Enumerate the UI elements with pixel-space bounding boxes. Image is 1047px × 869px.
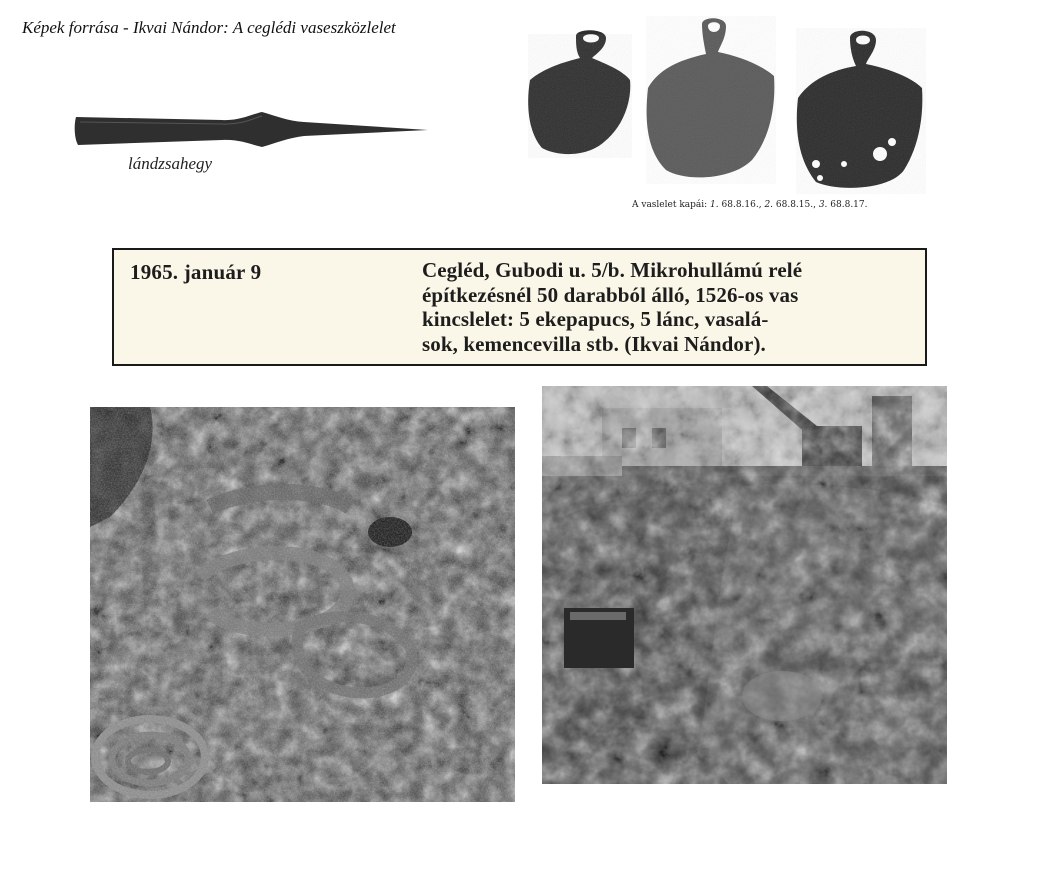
hoes-caption-prefix: A vaslelet kapái: (632, 200, 711, 210)
hoes-caption-ref: 68.8.16., (718, 200, 765, 210)
construction-site-photo (542, 386, 947, 784)
spearhead-label: lándzsahegy (128, 154, 213, 173)
hoes-caption-num: 1. (710, 200, 719, 210)
finds-in-soil-photo (90, 407, 515, 802)
clipping-line: kincslelet: 5 ekepapucs, 5 lánc, vasalá- (422, 307, 769, 331)
clipping-line: Cegléd, Gubodi u. 5/b. Mikrohullámú relé (422, 258, 803, 282)
hoe-1 (528, 30, 632, 158)
spearhead-image (72, 108, 432, 152)
clipping-date: 1965. január 9 (130, 260, 262, 284)
chronicle-clipping (112, 248, 927, 366)
hoes-caption-num: 3. (818, 200, 828, 210)
hoes-caption (632, 200, 868, 210)
hoes-image (520, 14, 930, 198)
clipping-text (422, 258, 922, 356)
clipping-line: sok, kemencevilla stb. (Ikvai Nándor). (422, 331, 766, 356)
hoes-caption-ref: 68.8.15., (773, 200, 819, 210)
hoe-2 (646, 16, 776, 184)
source-caption: Képek forrása - Ikvai Nándor: A ceglédi vaseszközlelet (22, 18, 396, 37)
hoes-caption-ref: 68.8.17. (827, 200, 868, 210)
hoe-3 (796, 28, 926, 194)
hoes-caption-num: 2. (764, 200, 774, 210)
clipping-line: építkezésnél 50 darabból álló, 1526-os vas (422, 282, 799, 307)
